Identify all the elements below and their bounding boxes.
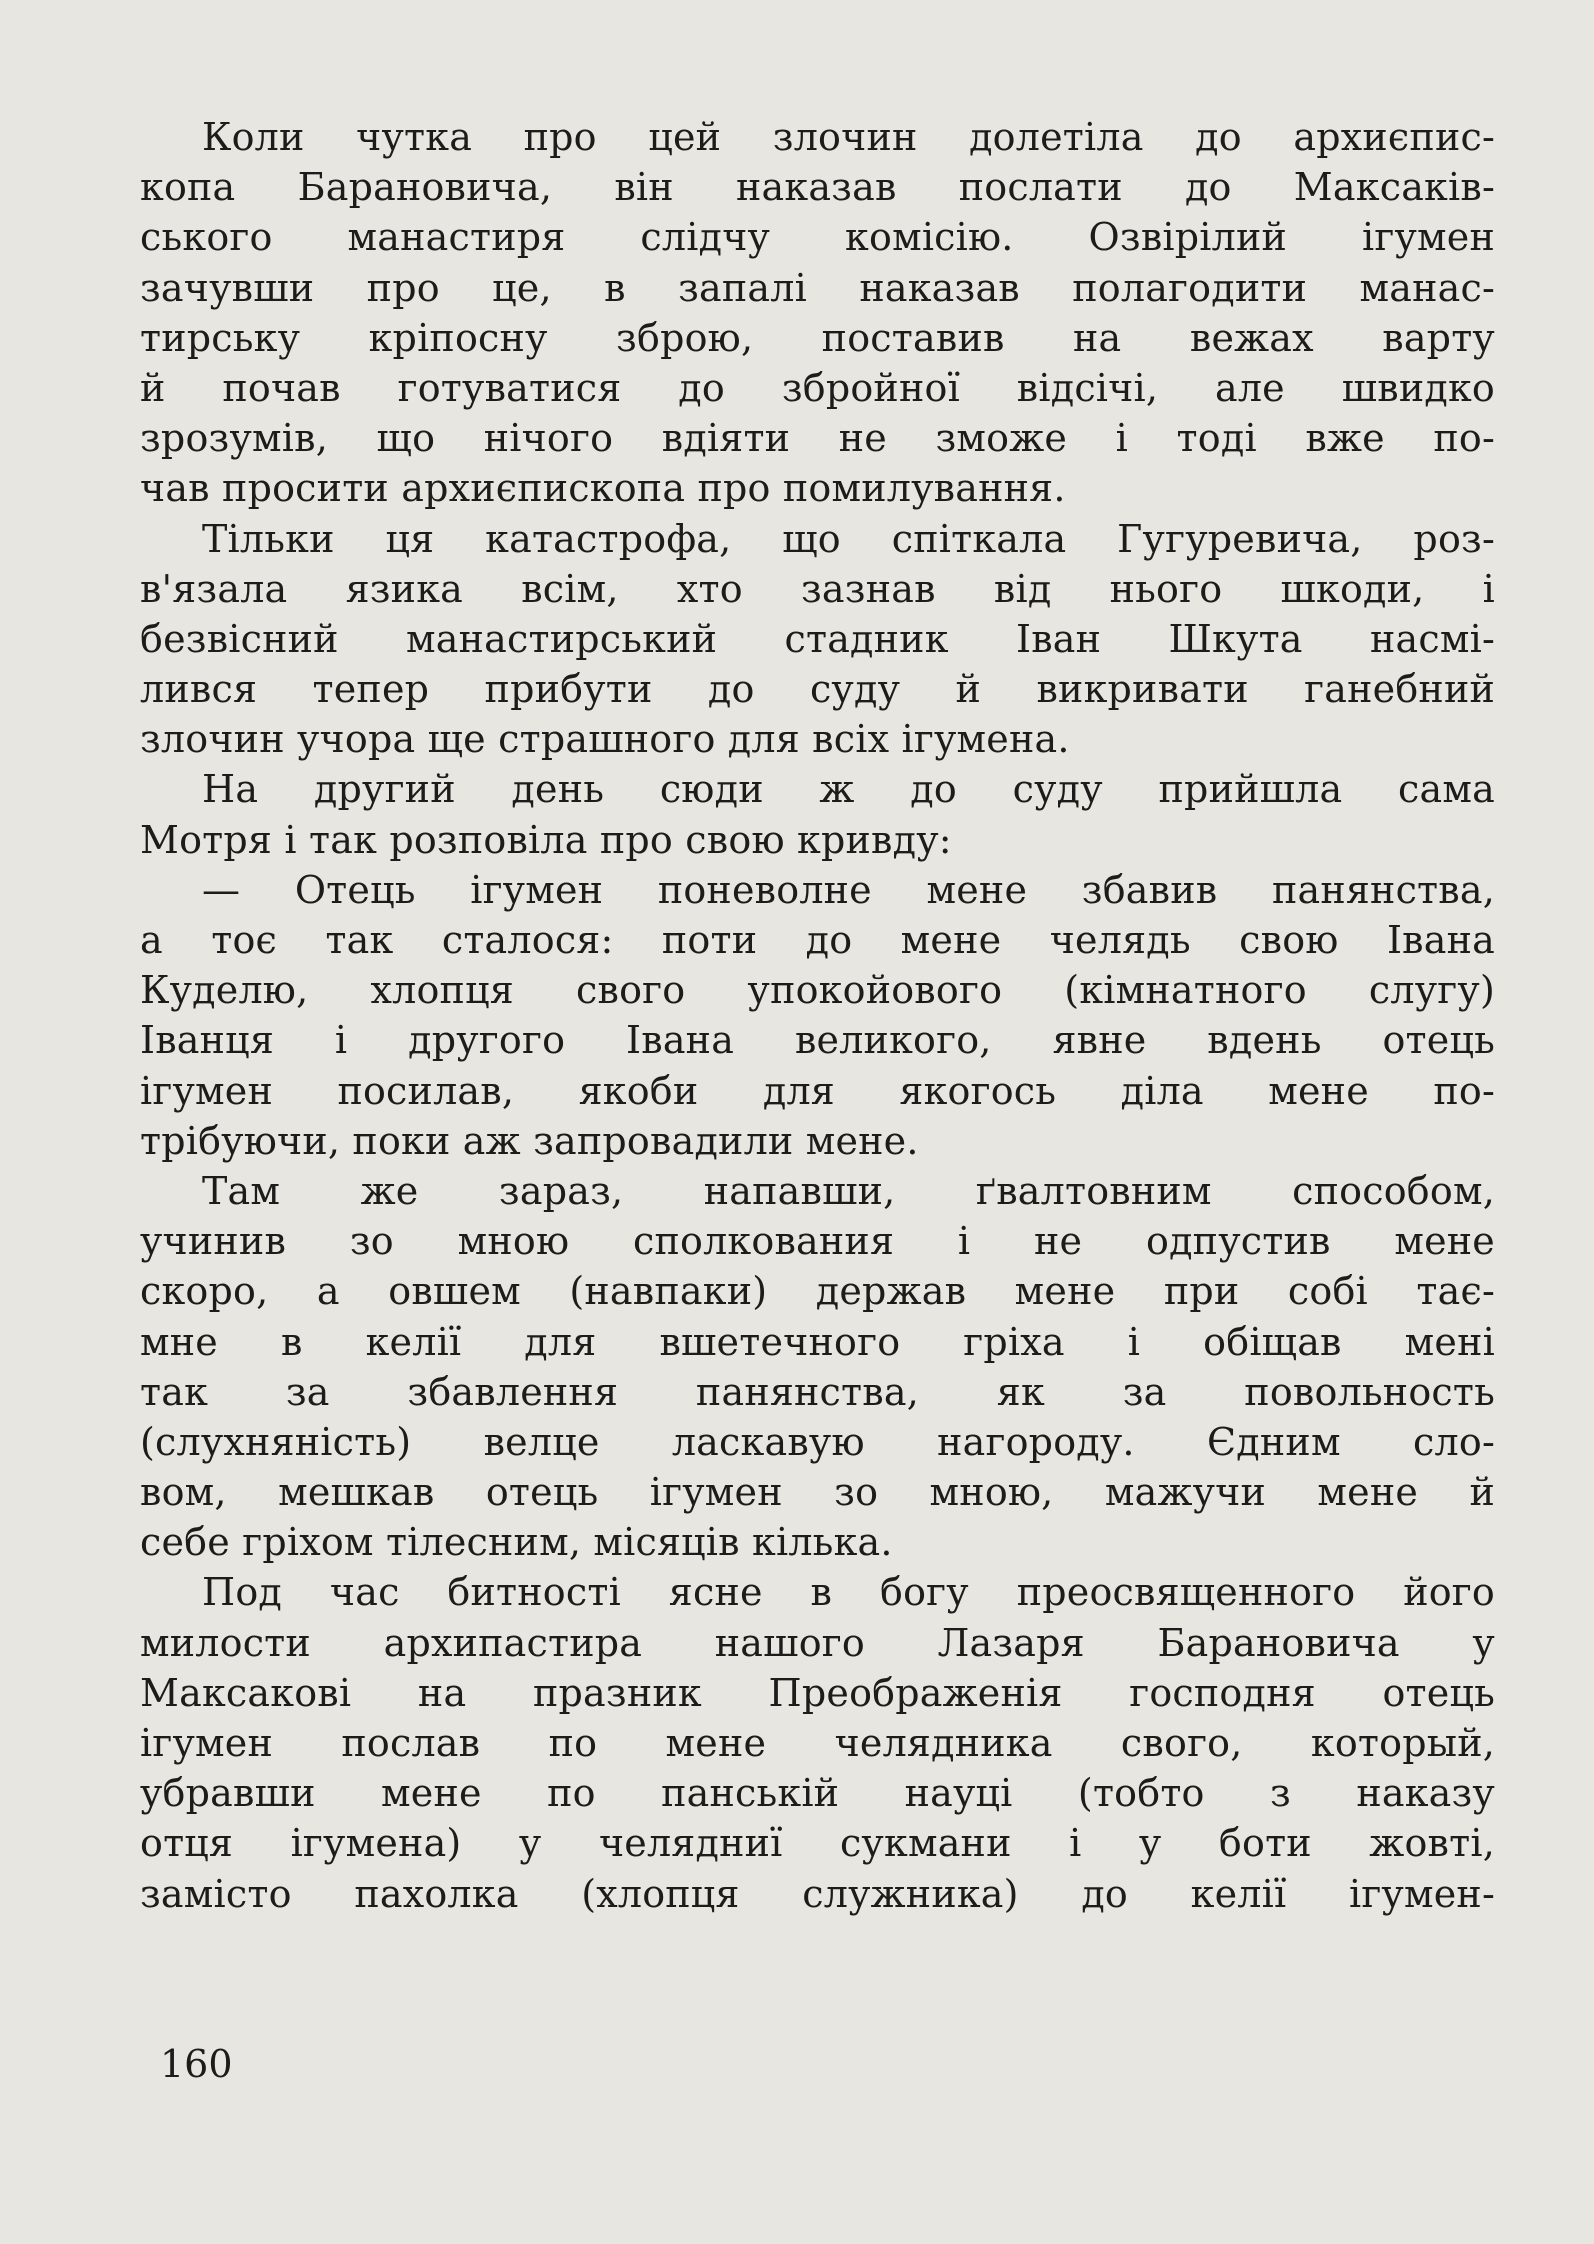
text-line: трібуючи, поки аж запровадили мене. (140, 1118, 919, 1163)
text-line: тирську кріпосну зброю, поставив на вежах варту (140, 315, 1495, 360)
text-line: зачувши про це, в запалі наказав полагодити манас- (140, 265, 1495, 310)
text-line: лився тепер прибути до суду й викривати ганебний (140, 667, 1495, 712)
text-line: так за збавлення панянства, як за повольность (140, 1369, 1495, 1414)
text-line: Максакові на празник Преображенія господня отець (140, 1670, 1495, 1715)
text-line: вом, мешкав отець ігумен зо мною, мажучи мене й (140, 1470, 1495, 1515)
text-line: Куделю, хлопця свого упокойового (кімнатного слугу) (140, 968, 1495, 1013)
text-line: Коли чутка про цей злочин долетіла до архиєпис- (202, 115, 1495, 159)
text-line: копа Барановича, він наказав послати до Максаків- (140, 165, 1495, 210)
body-text (140, 112, 1495, 1919)
text-line: Там же зараз, напавши, ґвалтовним способом, (202, 1168, 1495, 1213)
text-line: себе гріхом тілесним, місяців кілька. (140, 1520, 893, 1565)
text-line: а тоє так сталося: поти до мене челядь свою Івана (140, 918, 1495, 962)
text-line: й почав готуватися до збройної відсічі, але швидко (140, 365, 1495, 410)
text-line: ського манастиря слідчу комісію. Озвірілий ігумен (140, 215, 1495, 260)
text-line: скоро, а овшем (навпаки) держав мене при собі тає- (140, 1269, 1495, 1314)
text-line: Тільки ця катастрофа, що спіткала Гугуревича, роз- (202, 516, 1495, 561)
text-line: зрозумів, що нічого вдіяти не зможе і тоді вже по- (140, 416, 1495, 461)
text-line: в'язала язика всім, хто зазнав від нього шкоди, і (140, 566, 1495, 611)
text-line: злочин учора ще страшного для всіх ігумена. (140, 717, 1070, 762)
text-line: ігумен послав по мене челядника свого, который, (140, 1721, 1495, 1765)
text-line: милости архипастира нашого Лазаря Барановича у (140, 1620, 1495, 1665)
text-line: На другий день сюди ж до суду прийшла сама (202, 767, 1495, 812)
text-line: ігумен посилав, якоби для якогось діла мене по- (140, 1068, 1495, 1113)
page-number: 160 (160, 2042, 233, 2086)
text-line: безвісний манастирський стадник Іван Шкута насмі- (140, 616, 1495, 661)
text-line: чав просити архиєпископа про помилування. (140, 466, 1066, 511)
text-line: убравши мене по панській науці (тобто з наказу (140, 1771, 1495, 1816)
text-line: (слухняність) велце ласкавую нагороду. Єдним сло- (140, 1419, 1495, 1464)
text-line: отця ігумена) у челядниї сукмани і у боти жовті, (140, 1821, 1495, 1866)
text-line: Мотря і так розповіла про свою кривду: (140, 817, 952, 862)
text-line: мне в келії для вшетечного гріха і обіщав мені (140, 1319, 1495, 1364)
text-line: Под час битності ясне в богу преосвященного його (202, 1570, 1495, 1615)
text-line: замісто пахолка (хлопця служника) до келії ігумен- (140, 1871, 1495, 1916)
text-line: — Отець ігумен поневолне мене збавив панянства, (202, 867, 1495, 912)
text-line: Іванця і другого Івана великого, явне вдень отець (140, 1018, 1495, 1063)
text-line: учинив зо мною сполкования і не одпустив мене (140, 1219, 1495, 1264)
